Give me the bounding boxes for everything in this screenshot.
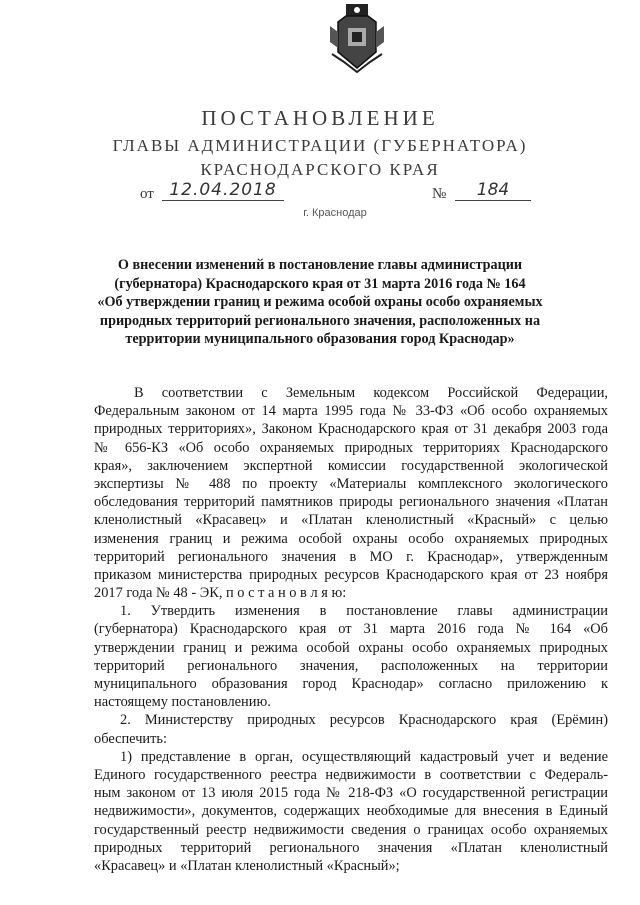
title-line: «Об утверждении границ и режима особой охраны особо охраняемых [97, 294, 543, 311]
city-label: г. Краснодар [303, 207, 367, 219]
region-heading: КРАСНОДАРСКОГО КРАЯ [200, 160, 440, 179]
body-line: природных территориях», Законом Краснодарского края от 31 декабря 2003 года [94, 421, 608, 438]
title-line: природных территорий регионального значения, расположенных на [99, 312, 541, 329]
body-line: природных территорий регионального значения «Платан кленолистный [94, 839, 608, 856]
title-line: О внесении изменений в постановление главы администрации [117, 257, 523, 273]
body-line: обеспечить: [94, 730, 167, 747]
title-line: (губернатора) Краснодарского края от 31 марта 2016 года № 164 [114, 275, 526, 292]
body-line: № 656-КЗ «Об особо охраняемых природных территориях Краснодарского [94, 439, 608, 456]
body-line: утверждении границ и режима особой охраны особо охраняемых природных [94, 639, 608, 656]
body-line: 2. Министерству природных ресурсов Краснодарского края (Ерёмин) [120, 712, 608, 729]
body-line: территорий регионального значения, расположенных на территории [94, 657, 608, 674]
body-line: настоящему постановлению. [94, 694, 271, 711]
body-line: 2017 года № 48 - ЭК, п о с т а н о в л я ю: [94, 585, 347, 602]
body-line: экспертизы № 488 по проекту «Материалы комплексного экологического [94, 475, 608, 492]
body-line: (губернатора) Краснодарского края от 31 марта 2016 года № 164 «Об [94, 621, 608, 638]
title-line: территории муниципального образования город Краснодар» [125, 331, 515, 348]
body-line: приказом министерства природных ресурсов Краснодарского края от 23 ноября [94, 566, 608, 583]
body-line: недвижимости», документов, содержащих необходимые для внесения в Единый [94, 803, 608, 820]
doc-type-heading: ПОСТАНОВЛЕНИЕ [201, 106, 439, 130]
number-label: № [432, 186, 447, 202]
body-line: обследования территорий памятников природы регионального значения «Платан [94, 494, 608, 511]
issuer-heading: ГЛАВЫ АДМИНИСТРАЦИИ (ГУБЕРНАТОРА) [112, 136, 528, 155]
body-line: Единого государственного реестра недвижимости в соответствии с Федераль- [94, 766, 608, 783]
body-line: 1) представление в орган, осуществляющий кадастровый учет и ведение [120, 748, 608, 765]
body-line: 1. Утвердить изменения в постановление главы администрации [120, 603, 608, 620]
body-line: муниципального образования город Краснодар» согласно приложению к [94, 676, 608, 692]
handwritten-date: 12.04.2018 [162, 180, 284, 201]
body-line: государственный реестр недвижимости сведения о границах особо охраняемых [94, 821, 608, 838]
date-label: от [140, 186, 154, 202]
body-line: В соответствии с Земельным кодексом Российской Федерации, [134, 385, 608, 401]
body-line: края», заключением экспертной комиссии государственной экологической [94, 457, 608, 474]
body-line: территорий регионального значения в МО г. Краснодар», утвержденным [94, 548, 608, 565]
handwritten-number: 184 [455, 180, 531, 201]
body-line: изменения границ и режима особой охраны особо охраняемых природных [94, 530, 608, 547]
body-line: кленолистный «Красавец» и «Платан кленолистный «Красный» с целью [94, 512, 608, 529]
body-line: «Красавец» и «Платан кленолистный «Красный»; [94, 857, 400, 874]
document-title [80, 256, 560, 349]
document-body [94, 384, 608, 875]
coat-of-arms-icon [324, 2, 390, 76]
body-line: Федеральным законом от 14 марта 1995 года № 33-ФЗ «Об особо охраняемых [94, 403, 608, 420]
body-line: ным законом от 13 июля 2015 года № 218-ФЗ «О государственной регистрации [94, 785, 608, 802]
